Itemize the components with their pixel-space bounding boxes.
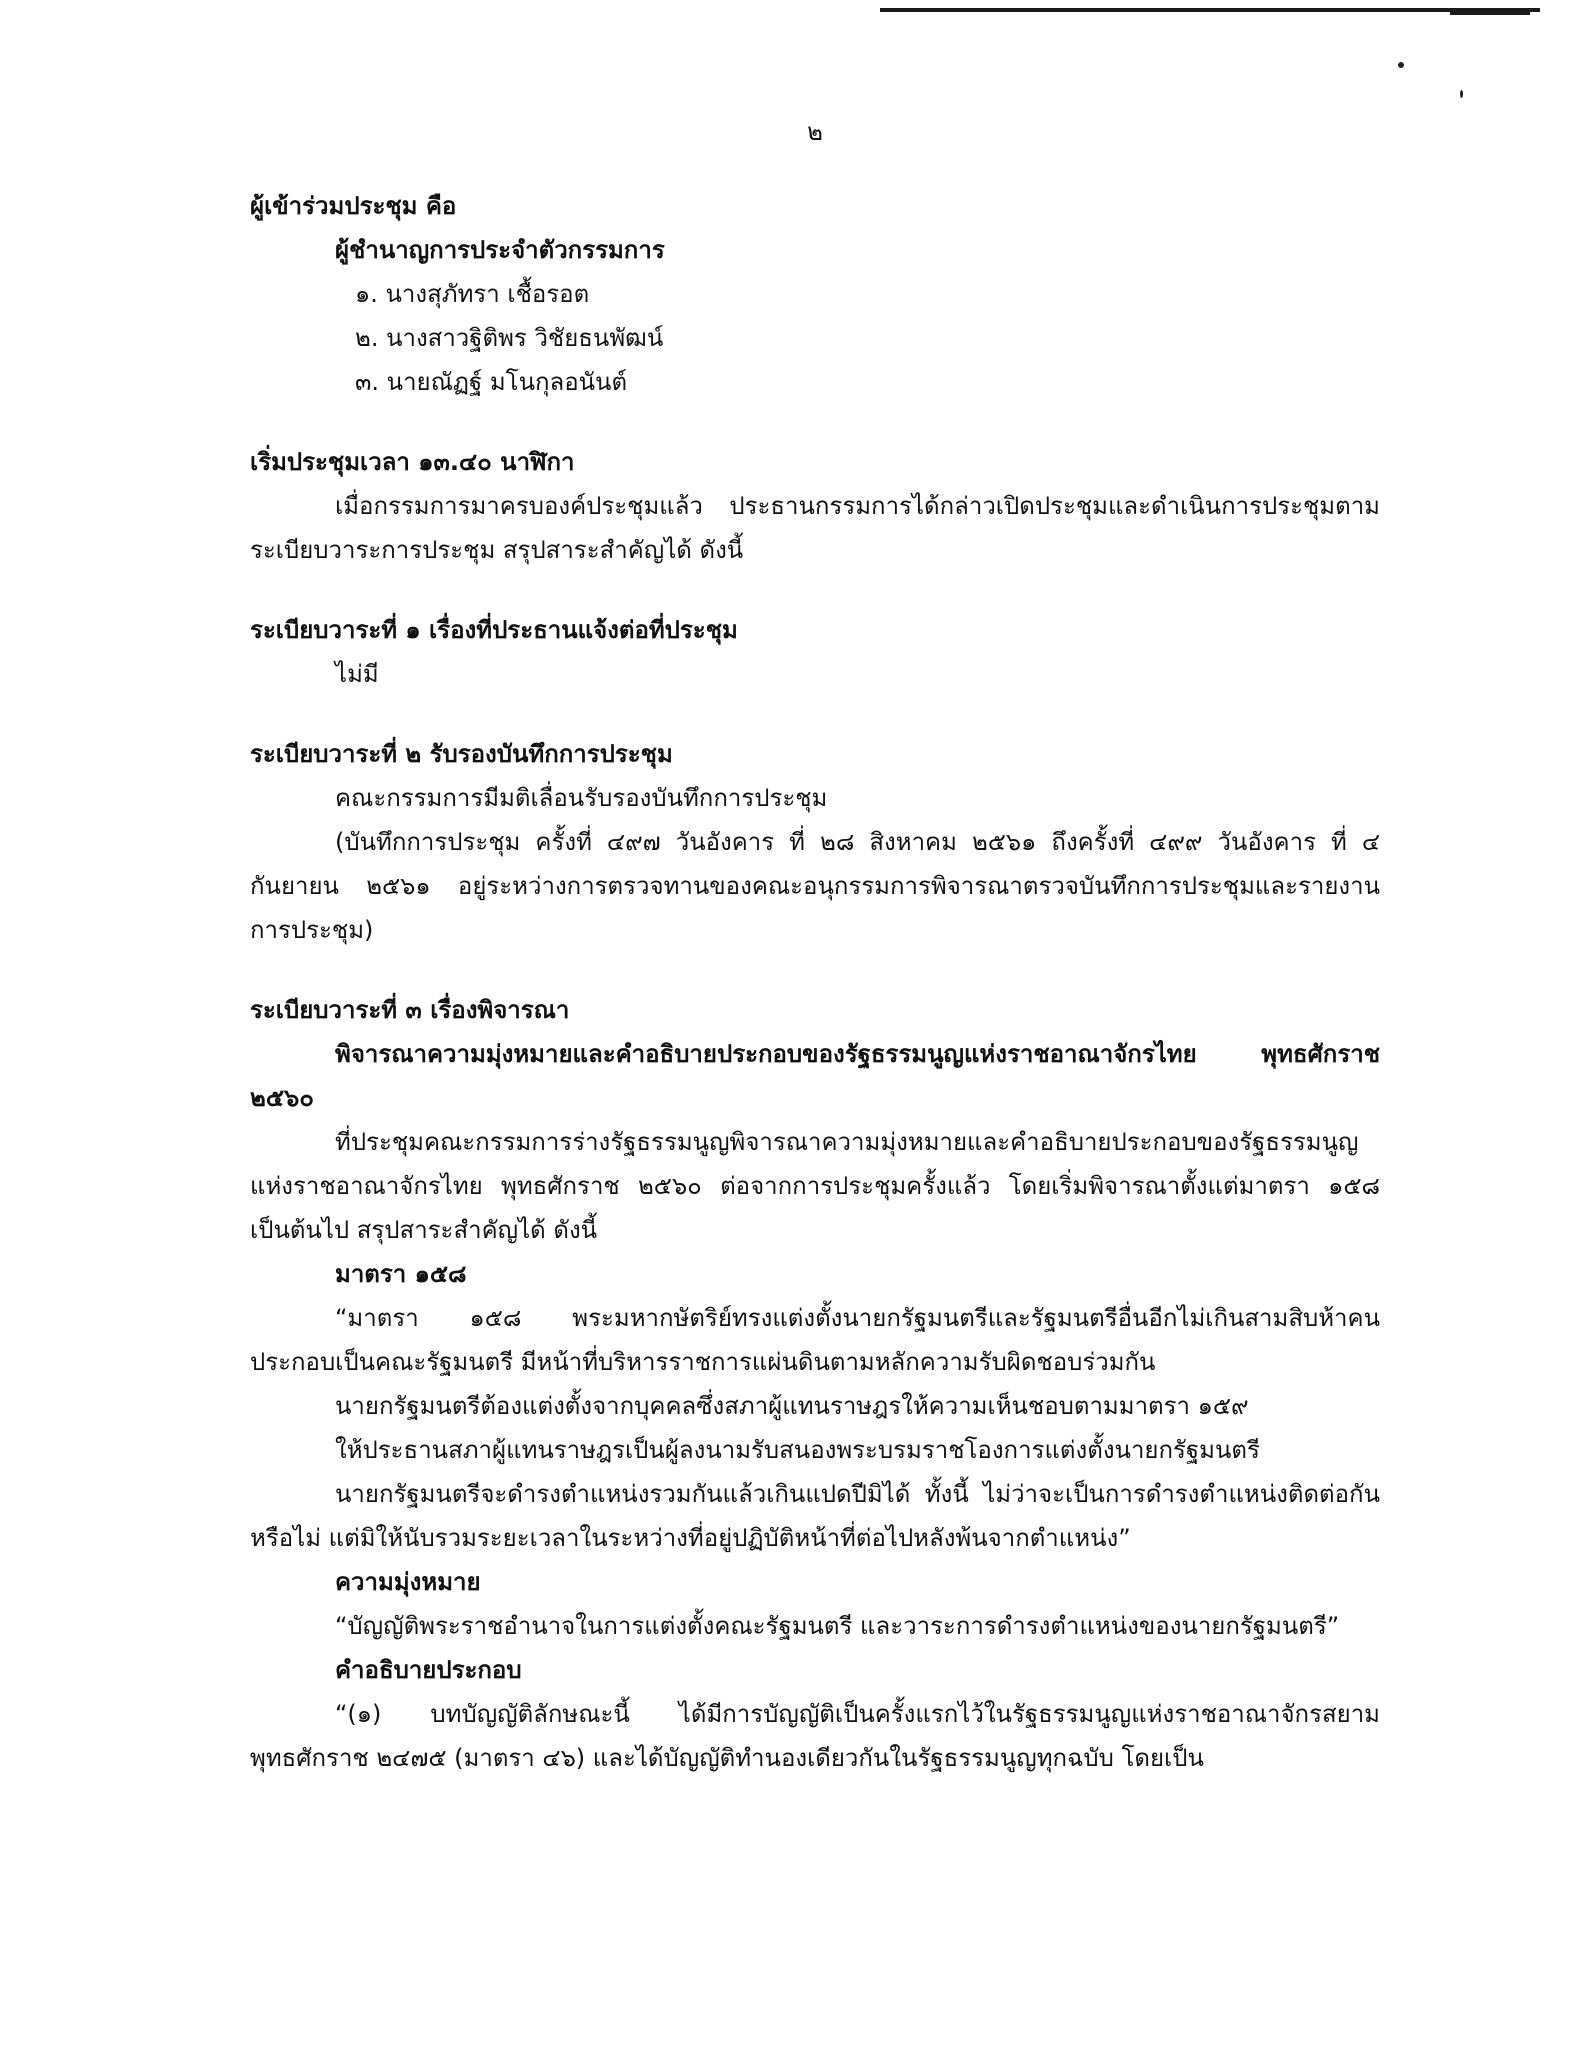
purpose-heading: ความมุ่งหมาย bbox=[335, 1568, 481, 1596]
attendee-item: ๓. นายณัฏฐ์ มโนกุลอนันต์ bbox=[355, 368, 628, 396]
agenda3-heading: ระเบียบวาระที่ ๓ เรื่องพิจารณา bbox=[250, 996, 570, 1024]
scan-speck bbox=[1398, 62, 1404, 68]
section-paragraph: นายกรัฐมนตรีต้องแต่งตั้งจากบุคคลซึ่งสภาผู้แทนราษฎรให้ความเห็นชอบตามมาตรา ๑๕๙ bbox=[335, 1392, 1249, 1420]
agenda3-subject: พิจารณาความมุ่งหมายและคำอธิบายประกอบของรัฐธรรมนูญแห่งราชอาณาจักรไทย พุทธศักราช ๒๕๖๐ bbox=[250, 1040, 1380, 1112]
agenda3-intro: ที่ประชุมคณะกรรมการร่างรัฐธรรมนูญพิจารณาความมุ่งหมายและคำอธิบายประกอบของรัฐธรรมนูญแห่งราชอาณาจักรไทย พุทธศักราช ๒๕๖๐ ต่อจากการประชุมครั้งแล้ว โดยเริ่มพิจารณาตั้งแต่มาตรา ๑๕๘ เป็นต้นไป สรุปสาระสำคัญได้ ดังนี้ bbox=[250, 1128, 1380, 1244]
start-text: เมื่อกรรมการมาครบองค์ประชุมแล้ว ประธานกรรมการได้กล่าวเปิดประชุมและดำเนินการประชุมตามระเบียบวาระการประชุม สรุปสาระสำคัญได้ ดังนี้ bbox=[250, 492, 1380, 564]
section-heading: มาตรา ๑๕๘ bbox=[335, 1260, 467, 1288]
attendees-heading: ผู้เข้าร่วมประชุม คือ bbox=[250, 192, 457, 220]
start-time-heading: เริ่มประชุมเวลา ๑๓.๔๐ นาฬิกา bbox=[250, 448, 575, 476]
purpose-text: “บัญญัติพระราชอำนาจในการแต่งตั้งคณะรัฐมนตรี และวาระการดำรงตำแหน่งของนายกรัฐมนตรี” bbox=[335, 1612, 1340, 1640]
agenda1-heading: ระเบียบวาระที่ ๑ เรื่องที่ประธานแจ้งต่อที่ประชุม bbox=[250, 616, 738, 644]
top-edge-line-thick bbox=[1450, 12, 1530, 15]
section-paragraph: ให้ประธานสภาผู้แทนราษฎรเป็นผู้ลงนามรับสนองพระบรมราชโองการแต่งตั้งนายกรัฐมนตรี bbox=[335, 1436, 1260, 1464]
document-page bbox=[250, 110, 1380, 1780]
attendees-subheading: ผู้ชำนาญการประจำตัวกรรมการ bbox=[335, 236, 665, 264]
section-paragraph: “มาตรา ๑๕๘ พระมหากษัตริย์ทรงแต่งตั้งนายกรัฐมนตรีและรัฐมนตรีอื่นอีกไม่เกินสามสิบห้าคน ประกอบเป็นคณะรัฐมนตรี มีหน้าที่บริหารราชการแผ่นดินตามหลักความรับผิดชอบร่วมกัน bbox=[250, 1304, 1380, 1376]
agenda2-heading: ระเบียบวาระที่ ๒ รับรองบันทึกการประชุม bbox=[250, 740, 673, 768]
explanation-heading: คำอธิบายประกอบ bbox=[335, 1656, 522, 1684]
attendee-item: ๒. นางสาวฐิติพร วิชัยธนพัฒน์ bbox=[355, 324, 664, 352]
scan-speck bbox=[1460, 90, 1463, 98]
agenda2-note: (บันทึกการประชุม ครั้งที่ ๔๙๗ วันอังคาร ที่ ๒๘ สิงหาคม ๒๕๖๑ ถึงครั้งที่ ๔๙๙ วันอังคาร ที่ ๔ กันยายน ๒๕๖๑ อยู่ระหว่างการตรวจทานของคณะอนุกรรมการพิจารณาตรวจบันทึกการประชุมและรายงานการประชุม) bbox=[250, 828, 1380, 944]
explanation-text: “(๑) บทบัญญัติลักษณะนี้ ได้มีการบัญญัติเป็นครั้งแรกไว้ในรัฐธรรมนูญแห่งราชอาณาจักรสยาม พุทธศักราช ๒๔๗๕ (มาตรา ๔๖) และได้บัญญัติทำนองเดียวกันในรัฐธรรมนูญทุกฉบับ โดยเป็น bbox=[250, 1700, 1380, 1772]
agenda1-text: ไม่มี bbox=[335, 660, 379, 688]
top-edge-line bbox=[880, 8, 1540, 12]
section-paragraph: นายกรัฐมนตรีจะดำรงตำแหน่งรวมกันแล้วเกินแปดปีมิได้ ทั้งนี้ ไม่ว่าจะเป็นการดำรงตำแหน่งติดต่อกันหรือไม่ แต่มิให้นับรวมระยะเวลาในระหว่างที่อยู่ปฏิบัติหน้าที่ต่อไปหลังพ้นจากตำแหน่ง” bbox=[250, 1480, 1380, 1552]
attendee-item: ๑. นางสุภัทรา เชื้อรอต bbox=[355, 280, 590, 308]
page-number: ๒ bbox=[807, 118, 823, 146]
agenda2-text: คณะกรรมการมีมติเลื่อนรับรองบันทึกการประชุม bbox=[335, 784, 828, 812]
